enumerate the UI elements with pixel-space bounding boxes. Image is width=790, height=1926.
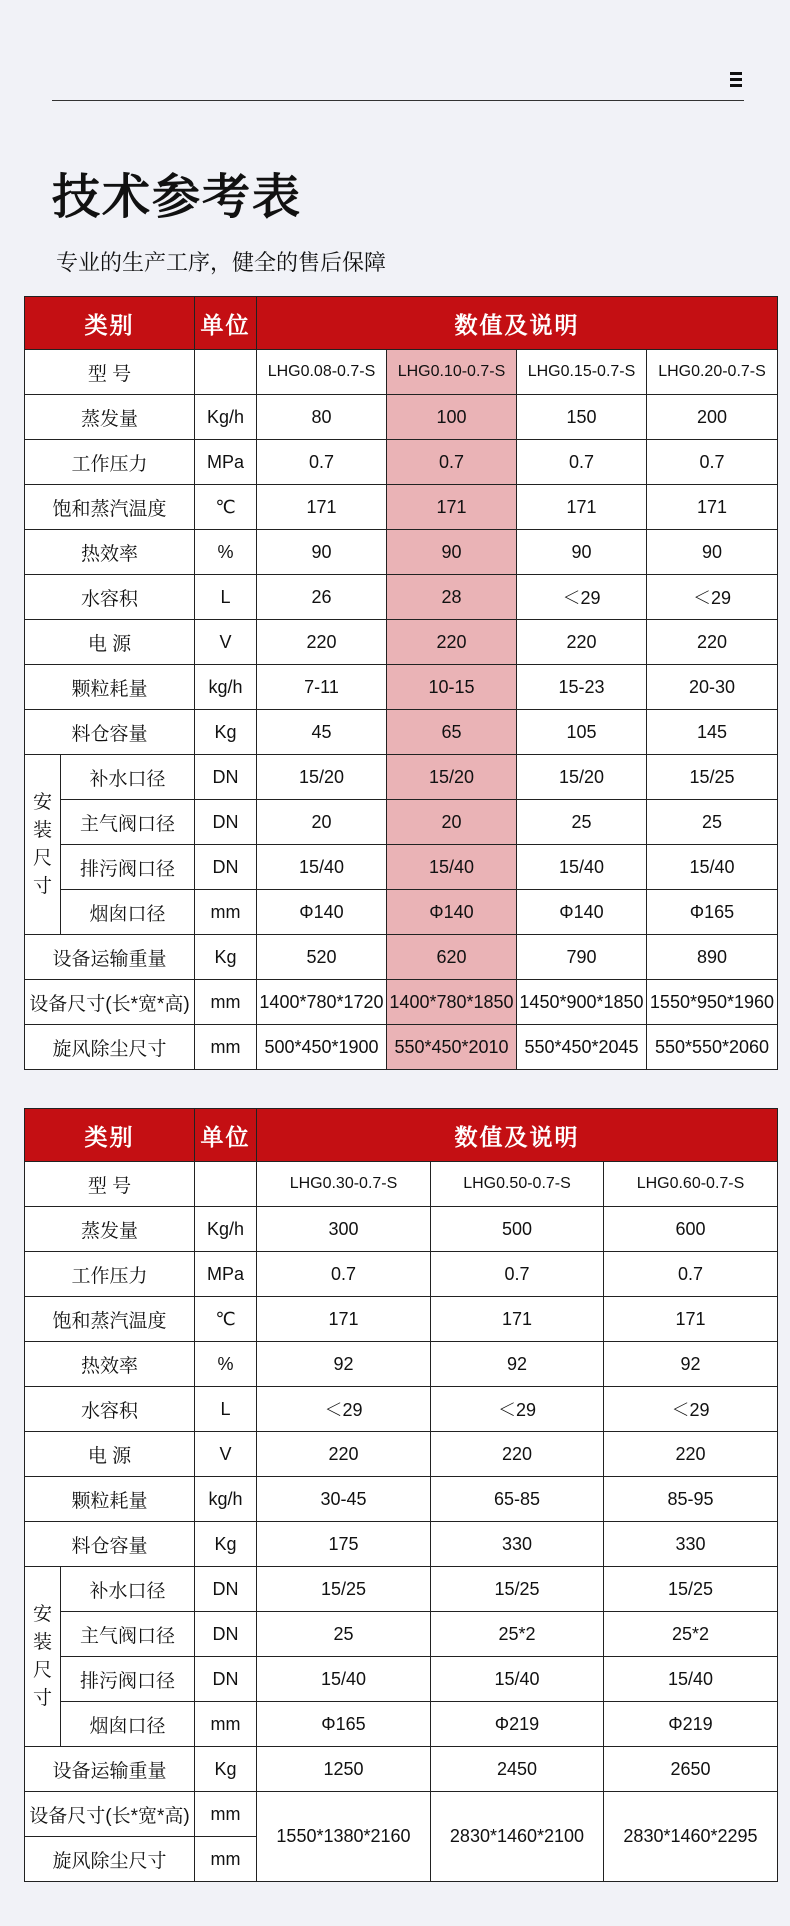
value-cell: 0.7 bbox=[431, 1252, 604, 1297]
unit-cell: % bbox=[195, 1342, 257, 1387]
value-cell: ＜29 bbox=[604, 1387, 778, 1432]
value-cell: ＜29 bbox=[431, 1387, 604, 1432]
table-row bbox=[25, 1522, 778, 1567]
unit-cell: ℃ bbox=[195, 485, 257, 530]
table-row bbox=[25, 395, 778, 440]
install-size-char: 安 bbox=[32, 791, 52, 813]
value-cell: 15/40 bbox=[517, 845, 647, 890]
value-cell: 2450 bbox=[431, 1747, 604, 1792]
unit-cell bbox=[195, 350, 257, 395]
unit-cell: mm bbox=[195, 1702, 257, 1747]
hamburger-menu-icon[interactable] bbox=[723, 66, 749, 92]
value-cell: 500 bbox=[431, 1207, 604, 1252]
row-label: 主气阀口径 bbox=[61, 800, 195, 845]
table-row bbox=[25, 1792, 778, 1837]
table-row bbox=[25, 575, 778, 620]
row-label: 排污阀口径 bbox=[61, 845, 195, 890]
unit-cell: kg/h bbox=[195, 1477, 257, 1522]
row-label: 烟囱口径 bbox=[61, 1702, 195, 1747]
table-row bbox=[25, 1297, 778, 1342]
value-cell: 10-15 bbox=[387, 665, 517, 710]
value-cell: 25 bbox=[647, 800, 778, 845]
value-cell: 220 bbox=[431, 1432, 604, 1477]
value-cell: 92 bbox=[257, 1342, 431, 1387]
value-cell: 171 bbox=[257, 1297, 431, 1342]
value-cell: 2650 bbox=[604, 1747, 778, 1792]
row-label: 热效率 bbox=[25, 530, 195, 575]
value-cell: 15/40 bbox=[257, 1657, 431, 1702]
value-cell: 550*550*2060 bbox=[647, 1025, 778, 1070]
install-size-char: 寸 bbox=[32, 1687, 52, 1709]
value-cell: 2830*1460*2295 bbox=[604, 1792, 778, 1882]
value-cell: 15/25 bbox=[647, 755, 778, 800]
value-cell: 15/25 bbox=[431, 1567, 604, 1612]
row-label: 设备尺寸(长*宽*高) bbox=[25, 1792, 195, 1837]
table-row bbox=[25, 1567, 778, 1612]
unit-cell: DN bbox=[195, 845, 257, 890]
value-cell: 520 bbox=[257, 935, 387, 980]
value-cell: 220 bbox=[257, 1432, 431, 1477]
value-cell: 92 bbox=[604, 1342, 778, 1387]
unit-cell: DN bbox=[195, 800, 257, 845]
table-row bbox=[25, 530, 778, 575]
model-name-cell: LHG0.30-0.7-S bbox=[257, 1162, 431, 1207]
value-cell: 0.7 bbox=[517, 440, 647, 485]
value-cell: 890 bbox=[647, 935, 778, 980]
value-cell: ＜29 bbox=[647, 575, 778, 620]
table-row bbox=[25, 1252, 778, 1297]
row-label: 电 源 bbox=[25, 1432, 195, 1477]
spec-table-2 bbox=[24, 1108, 778, 1882]
value-cell: 92 bbox=[431, 1342, 604, 1387]
table-row bbox=[25, 1387, 778, 1432]
spec-table-1 bbox=[24, 296, 778, 1070]
value-cell: 0.7 bbox=[604, 1252, 778, 1297]
header-values: 数值及说明 bbox=[257, 1109, 778, 1162]
value-cell: 1450*900*1850 bbox=[517, 980, 647, 1025]
model-row bbox=[25, 350, 778, 395]
table-row bbox=[25, 1025, 778, 1070]
value-cell: 171 bbox=[257, 485, 387, 530]
value-cell: 220 bbox=[257, 620, 387, 665]
row-label: 蒸发量 bbox=[25, 1207, 195, 1252]
value-cell: 45 bbox=[257, 710, 387, 755]
value-cell: 85-95 bbox=[604, 1477, 778, 1522]
unit-cell: V bbox=[195, 620, 257, 665]
value-cell: 105 bbox=[517, 710, 647, 755]
row-label: 设备尺寸(长*宽*高) bbox=[25, 980, 195, 1025]
page-title: 技术参考表 bbox=[52, 171, 303, 224]
row-label: 料仓容量 bbox=[25, 710, 195, 755]
row-label: 排污阀口径 bbox=[61, 1657, 195, 1702]
table-row bbox=[25, 1342, 778, 1387]
row-label: 旋风除尘尺寸 bbox=[25, 1025, 195, 1070]
unit-cell: Kg bbox=[195, 1522, 257, 1567]
row-label: 补水口径 bbox=[61, 755, 195, 800]
table-row bbox=[25, 755, 778, 800]
row-label: 热效率 bbox=[25, 1342, 195, 1387]
row-label: 工作压力 bbox=[25, 440, 195, 485]
table-row bbox=[25, 800, 778, 845]
install-size-char: 装 bbox=[32, 1631, 52, 1653]
install-size-char: 装 bbox=[32, 819, 52, 841]
value-cell: 15-23 bbox=[517, 665, 647, 710]
table-row bbox=[25, 1702, 778, 1747]
model-name-cell: LHG0.08-0.7-S bbox=[257, 350, 387, 395]
row-label: 型 号 bbox=[25, 350, 195, 395]
unit-cell: L bbox=[195, 575, 257, 620]
value-cell: 1400*780*1850 bbox=[387, 980, 517, 1025]
model-name-cell: LHG0.10-0.7-S bbox=[387, 350, 517, 395]
value-cell: Φ165 bbox=[647, 890, 778, 935]
value-cell: 90 bbox=[647, 530, 778, 575]
value-cell: 220 bbox=[517, 620, 647, 665]
value-cell: 1550*950*1960 bbox=[647, 980, 778, 1025]
header-divider bbox=[52, 100, 744, 101]
table-row bbox=[25, 845, 778, 890]
value-cell: 25*2 bbox=[604, 1612, 778, 1657]
install-size-char: 尺 bbox=[32, 1659, 52, 1681]
value-cell: 25 bbox=[517, 800, 647, 845]
value-cell: 15/25 bbox=[257, 1567, 431, 1612]
value-cell: 30-45 bbox=[257, 1477, 431, 1522]
table-row bbox=[25, 1657, 778, 1702]
row-label: 烟囱口径 bbox=[61, 890, 195, 935]
unit-cell: DN bbox=[195, 1567, 257, 1612]
value-cell: 7-11 bbox=[257, 665, 387, 710]
value-cell: 15/25 bbox=[604, 1567, 778, 1612]
row-label: 旋风除尘尺寸 bbox=[25, 1837, 195, 1882]
row-label: 补水口径 bbox=[61, 1567, 195, 1612]
row-label: 料仓容量 bbox=[25, 1522, 195, 1567]
value-cell: ＜29 bbox=[517, 575, 647, 620]
value-cell: 0.7 bbox=[257, 1252, 431, 1297]
value-cell: 500*450*1900 bbox=[257, 1025, 387, 1070]
unit-cell: L bbox=[195, 1387, 257, 1432]
value-cell: 28 bbox=[387, 575, 517, 620]
value-cell: 790 bbox=[517, 935, 647, 980]
value-cell: Φ219 bbox=[604, 1702, 778, 1747]
install-size-group-label bbox=[25, 755, 61, 935]
row-label: 饱和蒸汽温度 bbox=[25, 485, 195, 530]
value-cell: 100 bbox=[387, 395, 517, 440]
value-cell: 300 bbox=[257, 1207, 431, 1252]
header-unit: 单位 bbox=[195, 297, 257, 350]
header-category: 类别 bbox=[25, 1109, 195, 1162]
unit-cell: mm bbox=[195, 1837, 257, 1882]
value-cell: 15/20 bbox=[517, 755, 647, 800]
value-cell: 15/40 bbox=[604, 1657, 778, 1702]
unit-cell: mm bbox=[195, 980, 257, 1025]
table-row bbox=[25, 1612, 778, 1657]
value-cell: 90 bbox=[517, 530, 647, 575]
value-cell: 25*2 bbox=[431, 1612, 604, 1657]
value-cell: 15/40 bbox=[257, 845, 387, 890]
row-label: 电 源 bbox=[25, 620, 195, 665]
value-cell: 220 bbox=[387, 620, 517, 665]
unit-cell: DN bbox=[195, 1612, 257, 1657]
unit-cell: MPa bbox=[195, 440, 257, 485]
value-cell: 171 bbox=[517, 485, 647, 530]
table-header-row bbox=[25, 1109, 778, 1162]
model-name-cell: LHG0.15-0.7-S bbox=[517, 350, 647, 395]
value-cell: Φ219 bbox=[431, 1702, 604, 1747]
unit-cell: Kg bbox=[195, 935, 257, 980]
row-label: 颗粒耗量 bbox=[25, 665, 195, 710]
table-row bbox=[25, 620, 778, 665]
table-row bbox=[25, 1432, 778, 1477]
install-size-char: 尺 bbox=[32, 847, 52, 869]
value-cell: 65 bbox=[387, 710, 517, 755]
row-label: 水容积 bbox=[25, 575, 195, 620]
table-row bbox=[25, 440, 778, 485]
unit-cell: % bbox=[195, 530, 257, 575]
value-cell: 2830*1460*2100 bbox=[431, 1792, 604, 1882]
value-cell: 1550*1380*2160 bbox=[257, 1792, 431, 1882]
unit-cell: kg/h bbox=[195, 665, 257, 710]
value-cell: 330 bbox=[431, 1522, 604, 1567]
value-cell: 550*450*2010 bbox=[387, 1025, 517, 1070]
model-name-cell: LHG0.20-0.7-S bbox=[647, 350, 778, 395]
value-cell: 171 bbox=[647, 485, 778, 530]
value-cell: 145 bbox=[647, 710, 778, 755]
value-cell: 171 bbox=[387, 485, 517, 530]
install-size-char: 安 bbox=[32, 1603, 52, 1625]
table-row bbox=[25, 710, 778, 755]
unit-cell: Kg/h bbox=[195, 395, 257, 440]
unit-cell: Kg bbox=[195, 710, 257, 755]
install-size-group-label bbox=[25, 1567, 61, 1747]
install-size-char: 寸 bbox=[32, 875, 52, 897]
table-row bbox=[25, 890, 778, 935]
row-label: 设备运输重量 bbox=[25, 935, 195, 980]
unit-cell: Kg bbox=[195, 1747, 257, 1792]
value-cell: Φ165 bbox=[257, 1702, 431, 1747]
value-cell: 15/20 bbox=[387, 755, 517, 800]
value-cell: 80 bbox=[257, 395, 387, 440]
unit-cell: V bbox=[195, 1432, 257, 1477]
value-cell: 175 bbox=[257, 1522, 431, 1567]
value-cell: 600 bbox=[604, 1207, 778, 1252]
table-row bbox=[25, 935, 778, 980]
unit-cell bbox=[195, 1162, 257, 1207]
value-cell: 171 bbox=[604, 1297, 778, 1342]
value-cell: 220 bbox=[647, 620, 778, 665]
row-label: 设备运输重量 bbox=[25, 1747, 195, 1792]
model-row bbox=[25, 1162, 778, 1207]
value-cell: 330 bbox=[604, 1522, 778, 1567]
unit-cell: mm bbox=[195, 1025, 257, 1070]
table-row bbox=[25, 980, 778, 1025]
row-label: 蒸发量 bbox=[25, 395, 195, 440]
model-name-cell: LHG0.60-0.7-S bbox=[604, 1162, 778, 1207]
value-cell: 90 bbox=[387, 530, 517, 575]
table-row bbox=[25, 1477, 778, 1522]
value-cell: 15/20 bbox=[257, 755, 387, 800]
value-cell: 15/40 bbox=[647, 845, 778, 890]
table-header-row bbox=[25, 297, 778, 350]
row-label: 型 号 bbox=[25, 1162, 195, 1207]
value-cell: 20-30 bbox=[647, 665, 778, 710]
row-label: 水容积 bbox=[25, 1387, 195, 1432]
row-label: 工作压力 bbox=[25, 1252, 195, 1297]
value-cell: 65-85 bbox=[431, 1477, 604, 1522]
value-cell: 0.7 bbox=[647, 440, 778, 485]
unit-cell: DN bbox=[195, 1657, 257, 1702]
value-cell: 171 bbox=[431, 1297, 604, 1342]
value-cell: 90 bbox=[257, 530, 387, 575]
table-row bbox=[25, 665, 778, 710]
page-subtitle: 专业的生产工序，健全的售后保障 bbox=[56, 250, 387, 275]
unit-cell: DN bbox=[195, 755, 257, 800]
value-cell: 25 bbox=[257, 1612, 431, 1657]
value-cell: 20 bbox=[257, 800, 387, 845]
value-cell: 0.7 bbox=[257, 440, 387, 485]
value-cell: 550*450*2045 bbox=[517, 1025, 647, 1070]
unit-cell: mm bbox=[195, 890, 257, 935]
value-cell: 26 bbox=[257, 575, 387, 620]
header-unit: 单位 bbox=[195, 1109, 257, 1162]
unit-cell: MPa bbox=[195, 1252, 257, 1297]
value-cell: Φ140 bbox=[387, 890, 517, 935]
model-name-cell: LHG0.50-0.7-S bbox=[431, 1162, 604, 1207]
value-cell: Φ140 bbox=[517, 890, 647, 935]
value-cell: 1250 bbox=[257, 1747, 431, 1792]
row-label: 颗粒耗量 bbox=[25, 1477, 195, 1522]
value-cell: Φ140 bbox=[257, 890, 387, 935]
value-cell: 620 bbox=[387, 935, 517, 980]
value-cell: 200 bbox=[647, 395, 778, 440]
value-cell: 220 bbox=[604, 1432, 778, 1477]
value-cell: 1400*780*1720 bbox=[257, 980, 387, 1025]
value-cell: 15/40 bbox=[387, 845, 517, 890]
header-category: 类别 bbox=[25, 297, 195, 350]
table-row bbox=[25, 485, 778, 530]
unit-cell: ℃ bbox=[195, 1297, 257, 1342]
header-values: 数值及说明 bbox=[257, 297, 778, 350]
value-cell: 15/40 bbox=[431, 1657, 604, 1702]
value-cell: 20 bbox=[387, 800, 517, 845]
table-row bbox=[25, 1747, 778, 1792]
value-cell: 150 bbox=[517, 395, 647, 440]
table-row bbox=[25, 1207, 778, 1252]
unit-cell: mm bbox=[195, 1792, 257, 1837]
value-cell: ＜29 bbox=[257, 1387, 431, 1432]
row-label: 主气阀口径 bbox=[61, 1612, 195, 1657]
unit-cell: Kg/h bbox=[195, 1207, 257, 1252]
row-label: 饱和蒸汽温度 bbox=[25, 1297, 195, 1342]
value-cell: 0.7 bbox=[387, 440, 517, 485]
